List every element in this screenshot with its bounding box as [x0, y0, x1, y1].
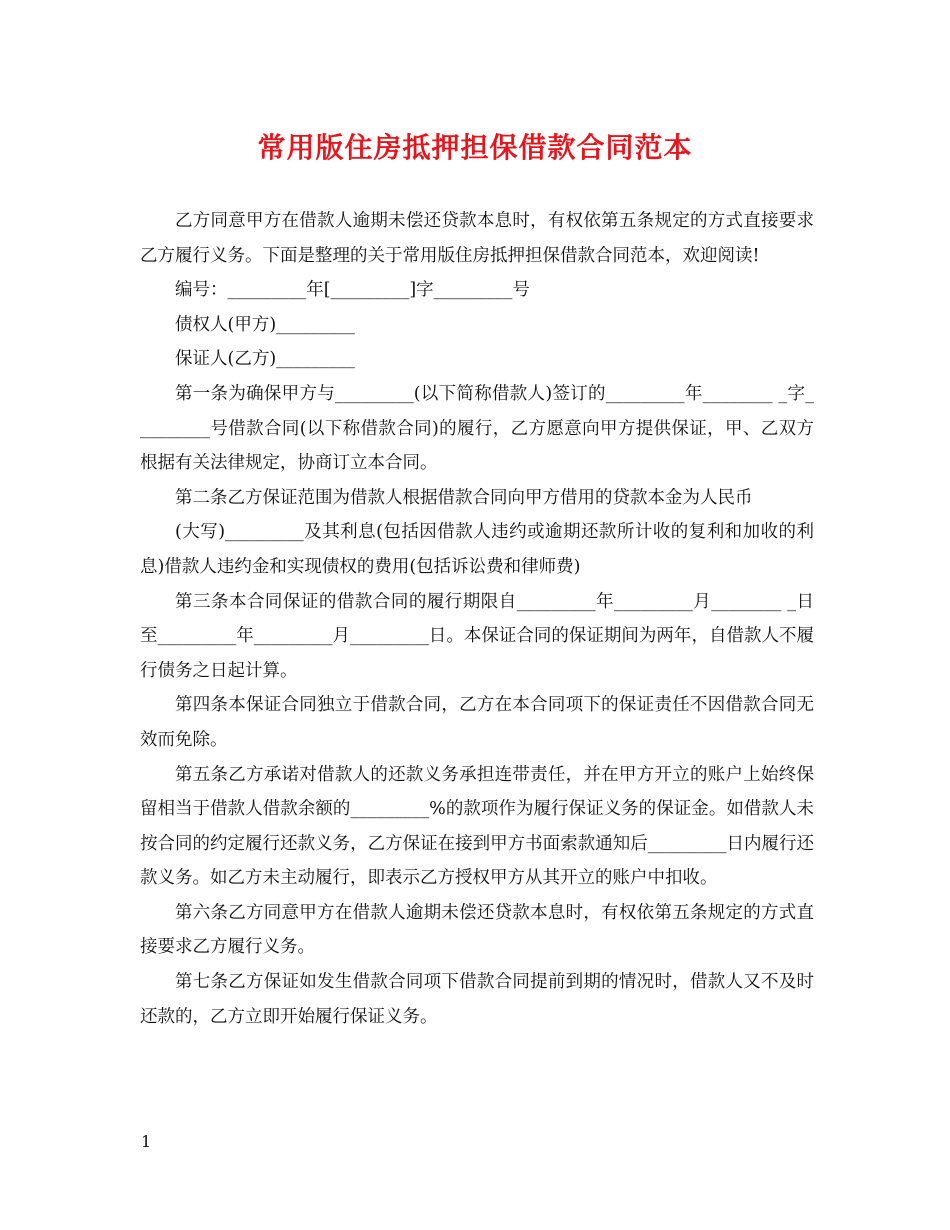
page-number: 1 — [141, 1132, 152, 1151]
article-4: 第四条本保证合同独立于借款合同，乙方在本合同项下的保证责任不因借款合同无效而免除。 — [140, 695, 814, 750]
article-7: 第七条乙方保证如发生借款合同项下借款合同提前到期的情况时，借款人又不及时还款的，乙方立即开始履行保证义务。 — [140, 972, 814, 1027]
document-title: 常用版住房抵押担保借款合同范本 — [257, 131, 693, 164]
contract-number-line: 编号：_________年[_________]字_________号 — [175, 280, 530, 301]
document-body — [140, 204, 814, 1034]
guarantor-line: 保证人(乙方)_________ — [175, 349, 355, 370]
article-5: 第五条乙方承诺对借款人的还款义务承担连带责任，并在甲方开立的账户上始终保留相当于借款人借款余额的_________%的款项作为履行保证义务的保证金。如借款人未按合同的约定履行还款义务，乙方保证在接到甲方书面索款通知后_________日内履行还款义务。如乙方未主动履行，即表示乙方授权甲方从其开立的账户中扣收。 — [140, 764, 814, 889]
intro-paragraph: 乙方同意甲方在借款人逾期未偿还贷款本息时，有权依第五条规定的方式直接要求乙方履行义务。下面是整理的关于常用版住房抵押担保借款合同范本，欢迎阅读! — [140, 211, 814, 266]
article-6: 第六条乙方同意甲方在借款人逾期未偿还贷款本息时，有权依第五条规定的方式直接要求乙方履行义务。 — [140, 902, 814, 958]
article-3: 第三条本合同保证的借款合同的履行期限自_________年_________月________ _日至_________年_________月_________日。本保证合同的保证期间为两年，自借款人不履行债务之日起计算。 — [140, 591, 814, 681]
article-2: 第二条乙方保证范围为借款人根据借款合同向甲方借用的贷款本金为人民币 — [175, 487, 753, 508]
article-1: 第一条为确保甲方与_________(以下简称借款人)签订的_________年________ _字_________号借款合同(以下称借款合同)的履行，乙方愿意向甲方提供保证，甲、乙双方根据有关法律规定，协商订立本合同。 — [140, 383, 814, 474]
article-2-continued: (大写)_________及其利息(包括因借款人违约或逾期还款所计收的复利和加收的利息)借款人违约金和实现债权的费用(包括诉讼费和律师费) — [140, 522, 814, 577]
creditor-line: 债权人(甲方)_________ — [175, 314, 355, 335]
